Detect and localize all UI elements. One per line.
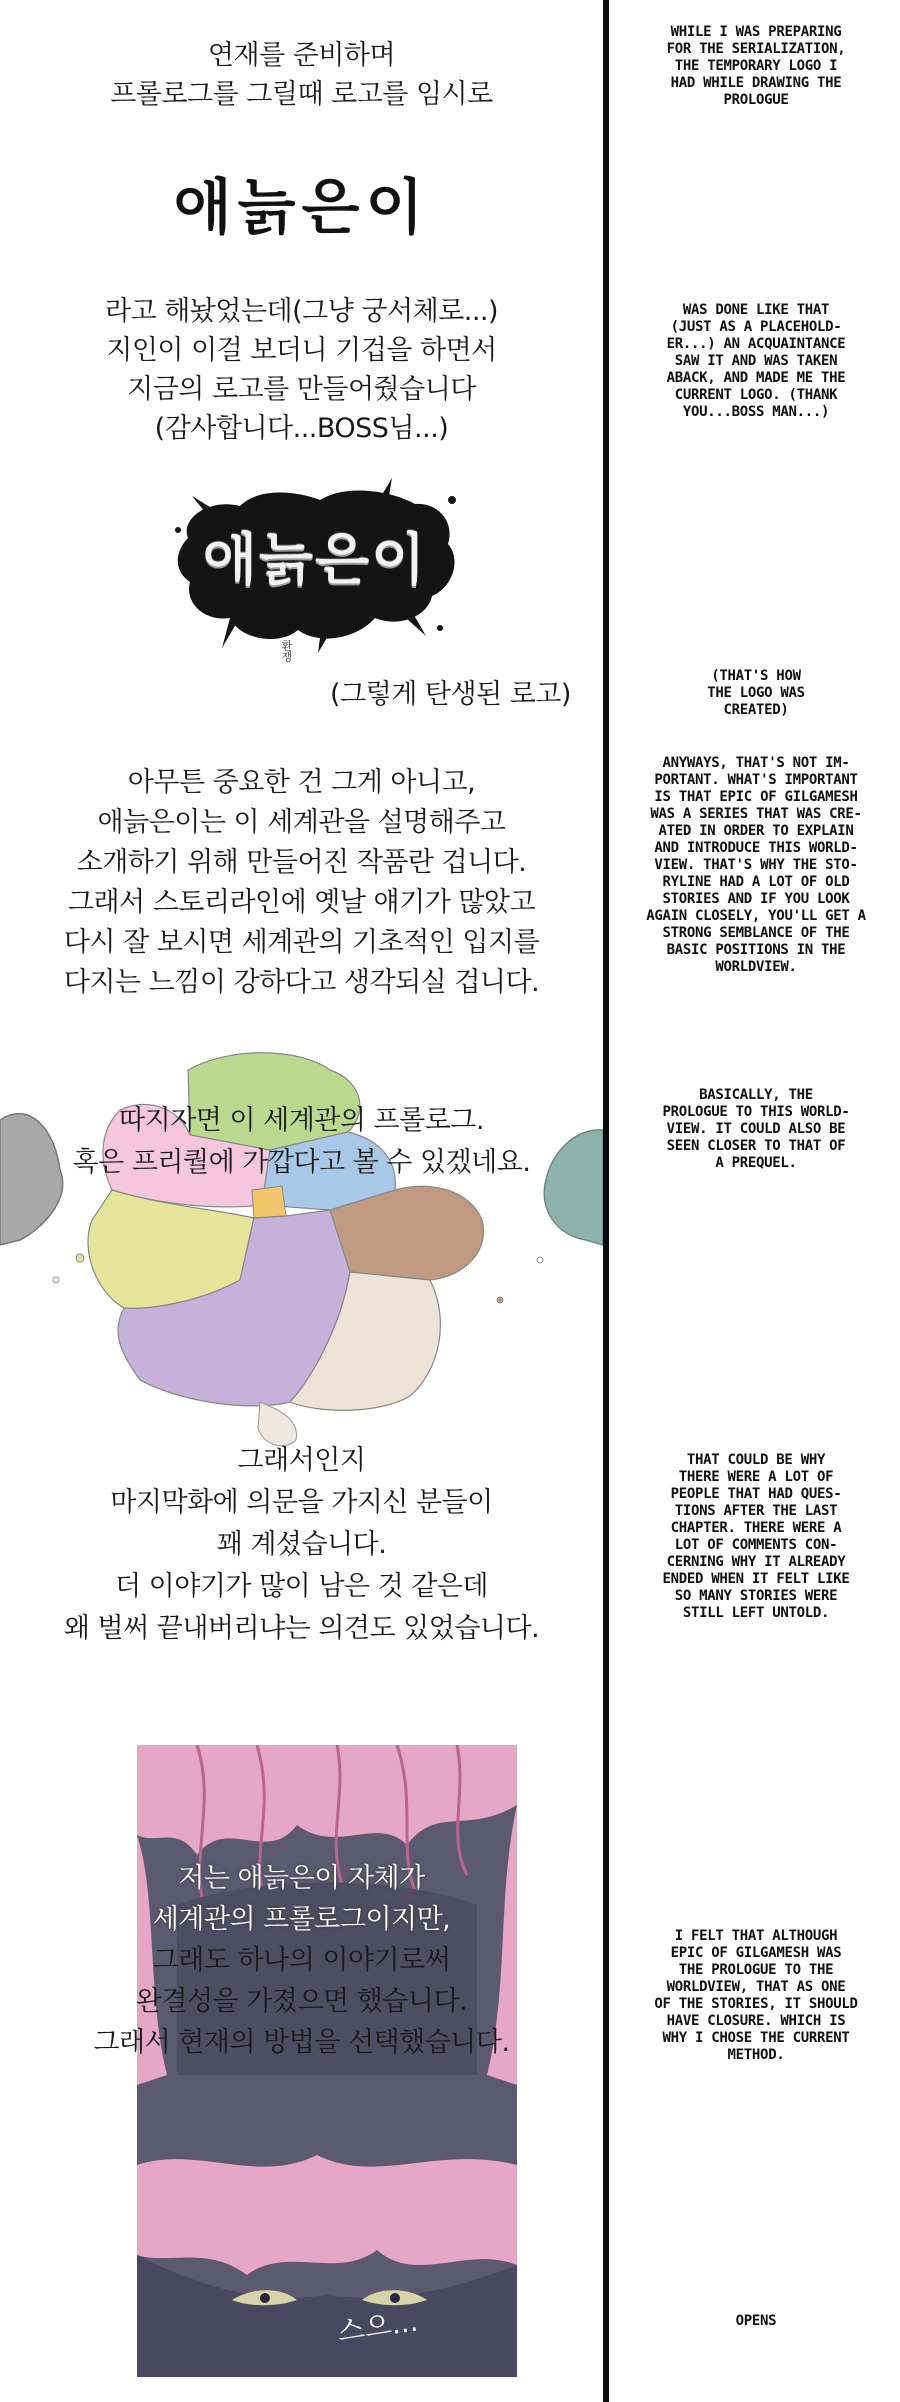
text-line: 연재를 준비하며 xyxy=(207,40,396,71)
text-line: SEEN CLOSER TO THAT OF xyxy=(666,1138,846,1154)
text-line: 지인이 이걸 보더니 기겁을 하면서 xyxy=(106,335,497,366)
panel-sound-effect: 스으... xyxy=(335,2304,420,2349)
text-line: THE PROLOGUE TO THE xyxy=(678,1962,834,1978)
worldview-text xyxy=(0,763,603,1003)
text-line: ANYWAYS, THAT'S NOT IM- xyxy=(662,755,850,771)
text-line: ATED IN ORDER TO EXPLAIN xyxy=(658,823,854,839)
translation-5 xyxy=(612,1087,900,1172)
text-line: ABACK, AND MADE ME THE xyxy=(666,370,846,386)
text-line: 왜 벌써 끝내버리냐는 의견도 있었습니다. xyxy=(63,1613,540,1644)
text-line: (감사합니다...BOSS님...) xyxy=(154,413,449,444)
logo-story-text xyxy=(0,292,603,448)
text-line: I FELT THAT ALTHOUGH xyxy=(674,1928,838,1944)
text-line: LOT OF COMMENTS CON- xyxy=(674,1537,838,1553)
translation-8 xyxy=(612,2313,900,2330)
translation-1 xyxy=(612,24,900,109)
logo-caption xyxy=(330,675,570,714)
text-line: EPIC OF GILGAMESH WAS xyxy=(670,1945,842,1961)
text-line: ENDED WHEN IT FELT LIKE xyxy=(662,1571,850,1587)
text-line: OPENS xyxy=(735,2313,777,2329)
text-line: 완결성을 가졌으면 했습니다. xyxy=(135,1986,468,2017)
closure-text xyxy=(0,1858,603,2063)
text-line: 그래도 하나의 이야기로써 xyxy=(152,1945,451,1976)
text-line: AND INTRODUCE THIS WORLD- xyxy=(654,840,858,856)
text-line: SO MANY STORIES WERE xyxy=(674,1588,838,1604)
text-line: YOU...BOSS MAN...) xyxy=(682,404,830,420)
text-line: 세계관의 프롤로그이지만, xyxy=(152,1904,451,1935)
text-line: STILL LEFT UNTOLD. xyxy=(682,1605,830,1621)
text-line: (JUST AS A PLACEHOLD- xyxy=(670,319,842,335)
text-line: (그렇게 탄생된 로고) xyxy=(330,679,571,710)
text-line: PROLOGUE xyxy=(723,92,789,108)
text-line: 프롤로그를 그릴때 로고를 임시로 xyxy=(110,79,493,110)
text-line: 저는 애늙은이 자체가 xyxy=(178,1863,425,1894)
text-line: 지금의 로고를 만들어줬습니다 xyxy=(127,374,476,405)
text-line: THERE WERE A LOT OF xyxy=(678,1469,834,1485)
intro-text xyxy=(0,36,603,114)
text-line: 다시 잘 보시면 세계관의 기초적인 입지를 xyxy=(63,927,540,958)
text-line: FOR THE SERIALIZATION, xyxy=(666,41,846,57)
translation-7 xyxy=(612,1928,900,2064)
text-line: A PREQUEL. xyxy=(715,1155,797,1171)
text-line: 그래서 스토리라인에 옛날 얘기가 많았고 xyxy=(67,887,536,918)
translation-2 xyxy=(612,302,900,421)
text-line: 애늙은이는 이 세계관을 설명해주고 xyxy=(97,807,506,838)
text-line: 아무튼 중요한 건 그게 아니고, xyxy=(127,767,476,798)
text-line: 꽤 계셨습니다. xyxy=(216,1529,387,1560)
text-line: THE LOGO WAS xyxy=(707,685,805,701)
text-line: HAVE CLOSURE. WHICH IS xyxy=(666,2013,846,2029)
text-line: (THAT'S HOW xyxy=(711,668,801,684)
text-line: 그래서 현재의 방법을 선택했습니다. xyxy=(93,2027,510,2058)
text-line: WHILE I WAS PREPARING xyxy=(670,24,842,40)
text-line: WORLDVIEW. xyxy=(715,959,797,975)
text-line: WHY I CHOSE THE CURRENT xyxy=(662,2030,850,2046)
text-line: METHOD. xyxy=(727,2047,785,2063)
text-line: SAW IT AND WAS TAKEN xyxy=(674,353,838,369)
column-divider xyxy=(603,0,609,2402)
text-line: BASICALLY, THE xyxy=(699,1087,813,1103)
text-line: 라고 해놨었는데(그냥 궁서체로...) xyxy=(104,296,499,327)
text-line: STORIES AND IF YOU LOOK xyxy=(662,891,850,907)
temporary-logo: 애늙은이 xyxy=(173,173,430,243)
text-line: WAS DONE LIKE THAT xyxy=(682,302,830,318)
translation-4 xyxy=(612,755,900,976)
text-line: VIEW. IT COULD ALSO BE xyxy=(666,1121,846,1137)
text-line: 따지자면 이 세계관의 프롤로그. xyxy=(119,1105,484,1136)
text-line: 그래서인지 xyxy=(237,1445,366,1476)
text-line: ER...) AN ACQUAINTANCE xyxy=(666,336,846,352)
text-line: 혹은 프리퀄에 가깝다고 볼 수 있겠네요. xyxy=(72,1147,531,1178)
translation-3 xyxy=(612,668,900,719)
text-line: STRONG SEMBLANCE OF THE xyxy=(662,925,850,941)
text-line: THAT COULD BE WHY xyxy=(686,1452,826,1468)
text-line: 소개하기 위해 만들어진 작품란 겁니다. xyxy=(76,847,527,878)
text-line: AGAIN CLOSELY, YOU'LL GET A xyxy=(646,908,866,924)
text-line: PEOPLE THAT HAD QUES- xyxy=(670,1486,842,1502)
prologue-text xyxy=(0,1100,603,1184)
text-line: IS THAT EPIC OF GILGAMESH xyxy=(654,789,858,805)
text-line: WAS A SERIES THAT WAS CRE- xyxy=(650,806,862,822)
questions-text xyxy=(0,1440,603,1650)
text-line: 더 이야기가 많이 남은 것 같은데 xyxy=(115,1571,488,1602)
translation-6 xyxy=(612,1452,900,1622)
text-line: WORLDVIEW, THAT AS ONE xyxy=(666,1979,846,1995)
text-line: CERNING WHY IT ALREADY xyxy=(666,1554,846,1570)
logo-text: 애늙은이 xyxy=(202,528,428,593)
text-line: CURRENT LOGO. (THANK xyxy=(674,387,838,403)
text-line: CREATED) xyxy=(723,702,789,718)
text-line: 다지는 느낌이 강하다고 생각되실 겁니다. xyxy=(63,967,540,998)
text-line: CHAPTER. THERE WERE A xyxy=(670,1520,842,1536)
text-line: PROLOGUE TO THIS WORLD- xyxy=(662,1104,850,1120)
stylized-logo xyxy=(170,478,460,653)
text-line: BASIC POSITIONS IN THE xyxy=(666,942,846,958)
text-line: OF THE STORIES, IT SHOULD xyxy=(654,1996,858,2012)
text-line: 마지막화에 의문을 가지신 분들이 xyxy=(110,1487,493,1518)
logo-signature: 환쟁 xyxy=(280,640,293,662)
text-line: TIONS AFTER THE LAST xyxy=(674,1503,838,1519)
text-line: VIEW. THAT'S WHY THE STO- xyxy=(654,857,858,873)
text-line: HAD WHILE DRAWING THE xyxy=(670,75,842,91)
text-line: THE TEMPORARY LOGO I xyxy=(674,58,838,74)
text-line: PORTANT. WHAT'S IMPORTANT xyxy=(654,772,858,788)
text-line: RYLINE HAD A LOT OF OLD xyxy=(662,874,850,890)
